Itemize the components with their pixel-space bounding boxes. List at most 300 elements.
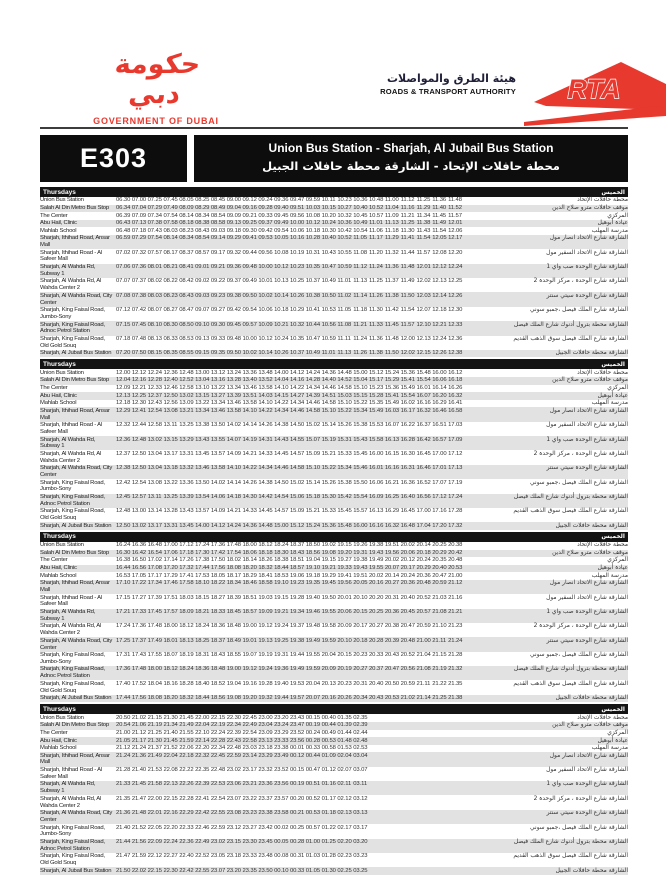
time-cell: 16.50 [131, 557, 147, 564]
time-cell: 22.00 [147, 795, 162, 802]
time-cell: 14.14 [226, 479, 241, 486]
time-cell: 23.57 [274, 795, 289, 802]
time-cell: 15.45 [337, 508, 352, 515]
time-cell: 16.02 [400, 400, 415, 407]
time-cell: 13.45 [195, 450, 210, 457]
table-row [40, 278, 628, 292]
time-cell: 16.12 [448, 369, 463, 376]
time-cell: 17.20 [163, 565, 178, 572]
time-cell: 14.58 [289, 465, 305, 472]
time-cell: 09.57 [242, 321, 257, 328]
time-cell: 07.18 [116, 335, 131, 342]
time-cell: 01.28 [321, 853, 336, 860]
time-cell: 13.02 [131, 522, 147, 529]
time-cell: 19.24 [258, 666, 273, 673]
time-cell: 00.24 [305, 729, 320, 736]
time-cell: 09.33 [258, 212, 273, 219]
table-row [40, 292, 628, 306]
time-cell: 13.14 [147, 508, 162, 515]
time-cell: 07.45 [163, 197, 178, 204]
time-cell: 19.20 [242, 695, 257, 702]
stop-name-english: Union Bus Station [40, 714, 84, 721]
time-cell: 14.14 [242, 422, 257, 429]
time-cell: 23.02 [210, 838, 226, 845]
time-cell: 15.31 [337, 436, 352, 443]
time-cell: 12.01 [416, 264, 431, 271]
time-cell: 16.22 [400, 422, 415, 429]
table-row [40, 795, 628, 809]
time-cell: 20.04 [321, 652, 336, 659]
time-cell: 08.03 [147, 292, 162, 299]
stop-name-arabic: الشارقة شارع الاتحاد انصار مول [549, 235, 628, 242]
time-cell: 08.07 [147, 307, 162, 314]
time-cell: 21.50 [116, 867, 131, 874]
time-cell: 18.57 [242, 608, 257, 615]
time-cell: 01.18 [321, 810, 336, 817]
time-cell: 16.53 [116, 572, 131, 579]
rta-logo-text: RTA [567, 74, 621, 104]
time-cell: 13.29 [179, 436, 194, 443]
stop-name-english: Sharjah, King Faisal Road, Old Gold Souq [40, 853, 105, 867]
time-cell: 17.24 [116, 623, 131, 630]
stop-name-arabic: محطة حافلات الإتحاد [577, 369, 628, 376]
table-row [40, 400, 628, 408]
time-cell: 23.29 [274, 729, 289, 736]
time-cell: 19.40 [274, 680, 289, 687]
time-cell: 14.36 [321, 369, 336, 376]
time-cell: 14.24 [226, 522, 241, 529]
time-cell: 15.24 [305, 522, 320, 529]
time-cell: 09.41 [242, 235, 257, 242]
time-cell: 18.53 [274, 572, 289, 579]
time-cell: 09.54 [242, 307, 257, 314]
time-cell: 18.08 [226, 565, 241, 572]
time-cell: 19.26 [353, 542, 368, 549]
time-cell: 21.49 [147, 752, 162, 759]
stop-name-arabic: مدرسة المهلب [591, 572, 628, 579]
time-cell: 14.12 [289, 369, 305, 376]
stop-name-arabic: الشارقة شارع الاتحاد انصار مول [549, 580, 628, 587]
time-cell: 23.33 [242, 853, 257, 860]
departure-times [116, 730, 464, 737]
time-cell: 15.02 [289, 479, 305, 486]
time-cell: 08.22 [163, 278, 178, 285]
time-cell: 18.57 [289, 565, 305, 572]
departure-times [116, 336, 464, 343]
time-cell: 17.24 [195, 542, 210, 549]
time-cell: 09.12 [242, 197, 257, 204]
time-cell: 19.15 [274, 594, 289, 601]
time-cell: 17.33 [131, 608, 147, 615]
time-cell: 09.14 [210, 235, 226, 242]
time-cell: 13.28 [226, 377, 241, 384]
time-cell: 15.21 [321, 450, 336, 457]
time-cell: 20.05 [353, 580, 368, 587]
time-cell: 09.48 [226, 335, 241, 342]
time-cell: 18.16 [163, 680, 178, 687]
time-cell: 20.13 [321, 680, 336, 687]
time-cell: 12.50 [116, 522, 131, 529]
time-cell: 10.08 [305, 212, 320, 219]
time-cell: 11.13 [384, 220, 399, 227]
time-cell: 18.36 [210, 623, 226, 630]
time-cell: 16.45 [416, 450, 431, 457]
time-cell: 08.57 [195, 249, 210, 256]
stop-name-english: Sharjah, Ithihad Road - Al Safeer Mall [40, 249, 102, 263]
time-cell: 03.04 [353, 752, 368, 759]
time-cell: 01.16 [321, 781, 336, 788]
time-cell: 12.12 [432, 264, 447, 271]
time-cell: 19.56 [337, 580, 352, 587]
time-cell: 14.03 [258, 392, 273, 399]
time-cell: 15.29 [384, 377, 400, 384]
time-cell: 16.32 [448, 392, 463, 399]
time-cell: 14.22 [274, 400, 289, 407]
time-cell: 10.38 [305, 292, 320, 299]
time-cell: 14.27 [289, 392, 305, 399]
time-cell: 21.22 [432, 680, 447, 687]
time-cell: 14.10 [274, 385, 289, 392]
time-cell: 20.24 [400, 572, 415, 579]
table-row [40, 350, 628, 358]
authority-name-arabic: هيئة الطرق والمواصلات [386, 72, 516, 85]
time-cell: 19.35 [305, 580, 320, 587]
table-row [40, 767, 628, 781]
time-cell: 14.10 [226, 465, 241, 472]
departure-times [116, 666, 464, 673]
departure-times [116, 385, 464, 392]
departure-times [116, 681, 464, 688]
time-cell: 07.54 [147, 235, 162, 242]
time-cell: 21.59 [131, 853, 147, 860]
time-cell: 15.33 [321, 508, 336, 515]
time-cell: 07.38 [147, 220, 162, 227]
time-cell: 22.59 [210, 824, 226, 831]
time-cell: 07.42 [131, 307, 147, 314]
time-cell: 20.06 [400, 549, 415, 556]
time-cell: 16.16 [384, 465, 400, 472]
time-cell: 10.19 [289, 249, 305, 256]
time-cell: 13.08 [163, 407, 178, 414]
time-cell: 13.15 [195, 392, 210, 399]
time-cell: 18.56 [305, 549, 320, 556]
table-row [40, 637, 628, 651]
time-cell: 12.36 [116, 436, 131, 443]
departure-times [116, 595, 464, 602]
stop-name-english: Abu Hail, Clinic [40, 565, 77, 572]
time-cell: 13.55 [210, 436, 226, 443]
time-cell: 01.09 [321, 752, 336, 759]
time-cell: 22.49 [195, 838, 210, 845]
time-cell: 20.33 [369, 652, 384, 659]
time-cell: 21.28 [116, 767, 131, 774]
table-row [40, 752, 628, 766]
time-cell: 16.36 [131, 542, 147, 549]
stop-name-arabic: المركزي [607, 729, 628, 736]
time-cell: 12.38 [448, 350, 463, 357]
time-cell: 17.10 [116, 580, 131, 587]
time-cell: 08.17 [163, 249, 178, 256]
time-cell: 11.29 [416, 204, 431, 211]
time-cell: 21.25 [432, 695, 447, 702]
time-cell: 14.45 [274, 450, 289, 457]
time-cell: 12.50 [131, 450, 147, 457]
time-cell: 11.24 [353, 335, 367, 342]
time-cell: 18.12 [179, 623, 194, 630]
time-cell: 19.53 [289, 680, 305, 687]
time-cell: 21.00 [416, 637, 431, 644]
time-cell: 10.20 [321, 212, 336, 219]
time-cell: 21.45 [163, 737, 178, 744]
time-cell: 11.06 [369, 227, 383, 234]
time-cell: 17.09 [448, 436, 463, 443]
time-cell: 21.47 [116, 853, 131, 860]
time-cell: 06.30 [116, 197, 131, 204]
time-cell: 12.48 [116, 508, 131, 515]
time-cell: 20.02 [369, 572, 384, 579]
table-row [40, 336, 628, 350]
time-cell: 00.44 [305, 752, 320, 759]
time-cell: 12.44 [131, 422, 147, 429]
table-row [40, 542, 628, 550]
time-cell: 08.23 [179, 227, 194, 234]
time-cell: 13.15 [163, 436, 178, 443]
time-cell: 14.34 [258, 465, 273, 472]
time-cell: 19.10 [274, 580, 289, 587]
time-cell: 08.41 [179, 264, 194, 271]
time-cell: 11.12 [353, 264, 367, 271]
time-cell: 16.00 [432, 369, 447, 376]
departure-times [116, 557, 464, 564]
time-cell: 18.08 [147, 695, 162, 702]
table-row [40, 722, 628, 730]
time-cell: 20.07 [305, 695, 320, 702]
time-cell: 13.32 [179, 465, 194, 472]
time-cell: 15.14 [305, 479, 320, 486]
time-cell: 23.42 [258, 824, 273, 831]
time-cell: 12.30 [448, 307, 463, 314]
time-cell: 16.32 [416, 407, 431, 414]
departure-times [116, 565, 464, 572]
day-label-arabic: الخميس [601, 533, 625, 541]
time-cell: 23.35 [242, 867, 257, 874]
time-cell: 08.15 [147, 350, 162, 357]
time-cell: 20.31 [353, 680, 368, 687]
time-cell: 17.46 [163, 580, 178, 587]
time-cell: 21.03 [432, 594, 447, 601]
time-cell: 13.52 [258, 377, 273, 384]
time-cell: 11.13 [337, 350, 352, 357]
time-cell: 22.54 [210, 795, 226, 802]
header-divider [40, 127, 628, 129]
time-cell: 16.57 [432, 436, 447, 443]
time-cell: 19.28 [258, 680, 273, 687]
time-cell: 00.40 [321, 714, 336, 721]
time-cell: 18.41 [258, 572, 273, 579]
time-cell: 19.46 [305, 608, 320, 615]
time-cell: 21.14 [416, 695, 431, 702]
time-cell: 00.31 [289, 853, 305, 860]
time-cell: 13.16 [210, 377, 226, 384]
time-cell: 20.18 [416, 549, 431, 556]
time-cell: 02.35 [353, 714, 368, 721]
time-cell: 20.48 [400, 637, 415, 644]
time-cell: 16.46 [432, 407, 447, 414]
time-cell: 20.53 [448, 565, 463, 572]
time-cell: 10.29 [289, 307, 305, 314]
stop-name-english: Mahlab School [40, 227, 77, 234]
time-cell: 09.44 [242, 249, 257, 256]
time-cell: 15.54 [416, 377, 431, 384]
time-cell: 13.00 [131, 508, 147, 515]
time-cell: 09.50 [242, 292, 257, 299]
time-cell: 23.30 [242, 838, 257, 845]
time-cell: 22.52 [195, 853, 210, 860]
time-cell: 11.08 [337, 321, 352, 328]
time-cell: 23.47 [289, 722, 305, 729]
time-cell: 15.38 [337, 479, 352, 486]
time-cell: 11.02 [337, 292, 352, 299]
time-cell: 09.28 [258, 204, 273, 211]
time-cell: 08.01 [147, 264, 162, 271]
time-cell: 18.40 [195, 680, 210, 687]
time-cell: 16.00 [353, 522, 368, 529]
time-cell: 11.21 [400, 212, 415, 219]
time-cell: 14.51 [321, 392, 336, 399]
route-title-box [194, 135, 628, 182]
time-cell: 12.08 [432, 249, 447, 256]
time-cell: 12.18 [432, 307, 447, 314]
time-cell: 13.18 [163, 465, 178, 472]
table-row [40, 810, 628, 824]
departure-times [116, 853, 464, 860]
time-cell: 18.18 [258, 549, 273, 556]
time-cell: 19.43 [369, 549, 384, 556]
time-cell: 07.09 [131, 212, 147, 219]
time-cell: 22.05 [147, 824, 162, 831]
time-cell: 01.03 [305, 853, 320, 860]
time-cell: 11.54 [400, 307, 415, 314]
time-cell: 00.28 [289, 838, 305, 845]
time-cell: 14.43 [274, 436, 289, 443]
time-cell: 09.38 [226, 292, 241, 299]
time-cell: 14.50 [274, 479, 289, 486]
time-cell: 17.02 [147, 557, 162, 564]
stop-name-english: Salah Al Din Metro Bus Stop [40, 377, 109, 384]
departure-times [116, 738, 464, 745]
stop-name-english: Sharjah, Al Wahda Road, City Center [40, 810, 113, 823]
time-cell: 00.52 [305, 795, 320, 802]
time-cell: 13.21 [179, 407, 194, 414]
time-cell: 09.21 [242, 212, 257, 219]
time-cell: 14.21 [242, 450, 257, 457]
table-row [40, 781, 628, 795]
time-cell: 18.12 [258, 542, 273, 549]
time-cell: 11.20 [369, 249, 383, 256]
time-cell: 10.23 [289, 264, 305, 271]
table-row [40, 508, 628, 522]
time-cell: 23.06 [226, 781, 241, 788]
time-cell: 22.13 [163, 781, 178, 788]
departure-times [116, 220, 464, 227]
route-title-english: Union Bus Station - Sharjah, Al Jubail Bus Station [268, 141, 554, 155]
time-cell: 23.17 [242, 767, 257, 774]
time-cell: 16.41 [448, 400, 463, 407]
time-cell: 21.08 [432, 608, 447, 615]
time-cell: 23.05 [210, 853, 226, 860]
time-cell: 14.33 [242, 508, 257, 515]
time-cell: 17.51 [163, 594, 178, 601]
day-label-arabic: الخميس [601, 705, 625, 713]
time-cell: 10.06 [258, 307, 273, 314]
time-cell: 23.23 [242, 810, 257, 817]
time-cell: 02.25 [337, 867, 352, 874]
time-cell: 17.41 [179, 572, 194, 579]
time-cell: 15.02 [305, 422, 320, 429]
time-cell: 22.19 [210, 722, 226, 729]
departure-times [116, 197, 464, 204]
time-cell: 00.02 [274, 824, 289, 831]
time-cell: 14.34 [305, 385, 320, 392]
time-cell: 11.09 [384, 212, 399, 219]
time-cell: 18.20 [163, 695, 178, 702]
time-cell: 18.02 [226, 557, 241, 564]
time-cell: 11.11 [337, 335, 351, 342]
time-cell: 10.14 [258, 350, 273, 357]
time-cell: 22.26 [179, 781, 194, 788]
time-cell: 17.04 [416, 522, 431, 529]
time-cell: 07.04 [131, 204, 147, 211]
time-cell: 10.54 [353, 227, 368, 234]
departure-times [116, 745, 464, 752]
time-cell: 14.04 [274, 377, 289, 384]
table-row [40, 580, 628, 594]
time-cell: 07.54 [163, 212, 178, 219]
time-cell: 11.43 [416, 227, 431, 234]
time-cell: 06.43 [116, 220, 131, 227]
time-cell: 16.36 [400, 479, 415, 486]
time-cell: 21.04 [416, 652, 431, 659]
time-cell: 12.36 [163, 369, 178, 376]
time-cell: 15.10 [321, 407, 336, 414]
time-cell: 17.00 [432, 450, 447, 457]
time-cell: 18.06 [242, 549, 257, 556]
time-cell: 13.54 [195, 494, 210, 500]
time-cell: 20.15 [353, 608, 368, 615]
time-cell: 11.25 [416, 197, 431, 204]
time-cell: 17.44 [195, 565, 210, 572]
time-cell: 20.47 [432, 572, 447, 579]
time-cell: 10.02 [258, 292, 273, 299]
stop-name-arabic: الشارقة شارع الملك فيصل ،جمبو سوني [530, 824, 628, 831]
time-cell: 17.49 [147, 637, 162, 644]
time-cell: 17.55 [147, 652, 162, 659]
time-cell: 21.10 [432, 623, 447, 630]
departure-times [116, 307, 464, 314]
time-cell: 21.35 [116, 795, 131, 802]
time-cell: 19.34 [289, 608, 305, 615]
time-cell: 18.24 [274, 542, 289, 549]
time-cell: 08.33 [163, 335, 178, 342]
time-cell: 20.02 [384, 557, 400, 564]
time-cell: 16.15 [384, 450, 400, 457]
stop-name-english: Sharjah, Al Wahda Rd, Subway 1 [40, 781, 96, 795]
time-cell: 18.56 [210, 695, 226, 702]
time-cell: 14.10 [258, 400, 273, 407]
time-cell: 11.36 [432, 197, 447, 204]
time-cell: 11.26 [369, 292, 383, 299]
time-cell: 09.56 [289, 212, 305, 219]
